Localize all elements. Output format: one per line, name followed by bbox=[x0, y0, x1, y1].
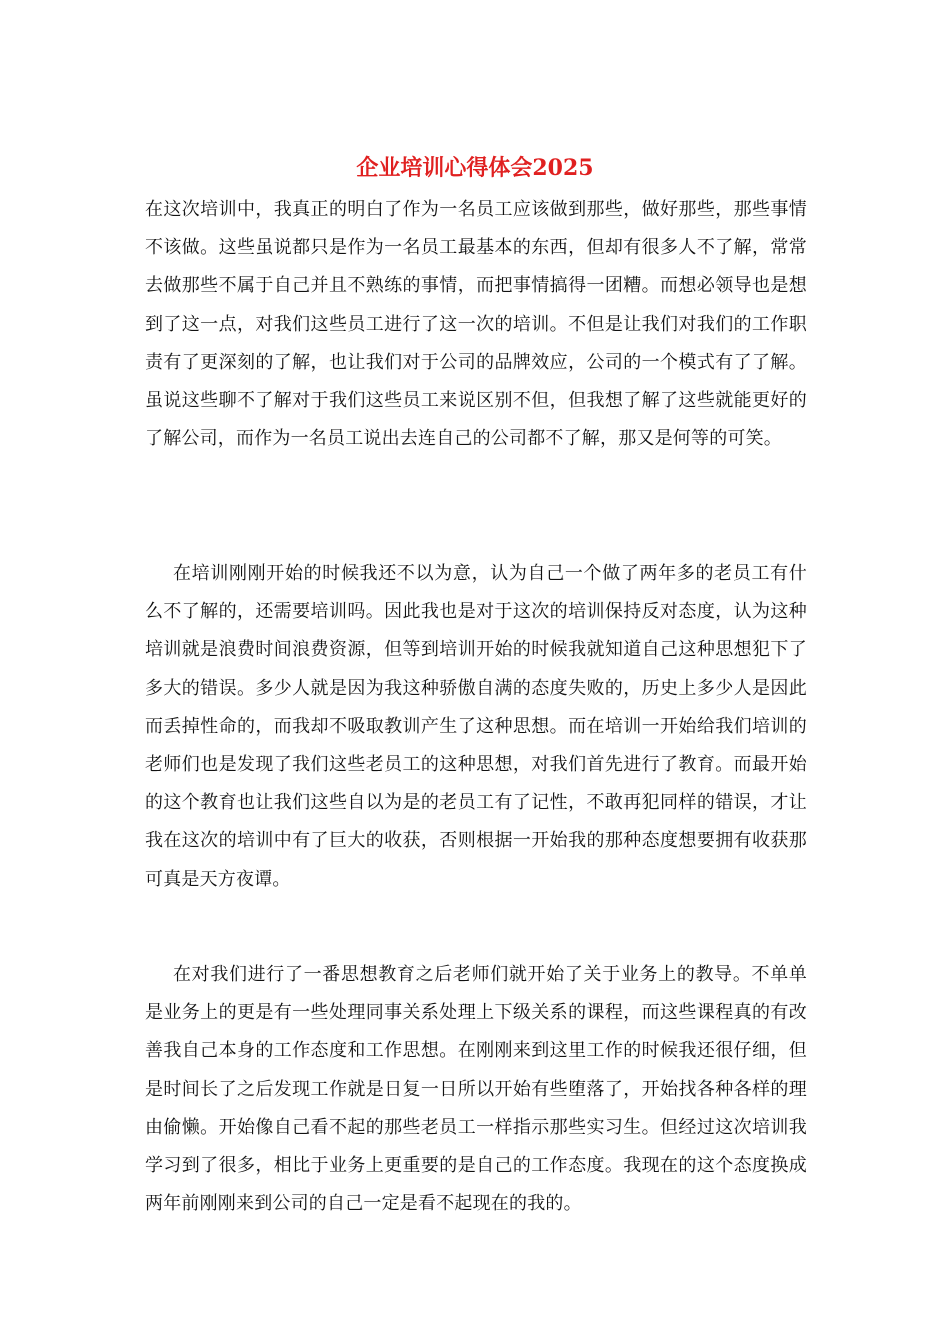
paragraph-1: 在这次培训中，我真正的明白了作为一名员工应该做到那些，做好那些，那些事情不该做。这些虽说都只是作为一名员工最基本的东西，但却有很多人不了解，常常去做那些不属于自己并且不熟练的事情，而把事情搞得一团糟。而想必领导也是想到了这一点，对我们这些员工进行了这一次的培训。不但是让我们对我们的工作职责有了更深刻的了解，也让我们对于公司的品牌效应，公司的一个模式有了了解。虽说这些聊不了解对于我们这些员工来说区别不但，但我想了解了这些就能更好的了解公司，而作为一名员工说出去连自己的公司都不了解，那又是何等的可笑。 bbox=[145, 199, 807, 450]
document-title: 企业培训心得体会2025 bbox=[356, 155, 594, 181]
paragraph-2: 在培训刚刚开始的时候我还不以为意，认为自己一个做了两年多的老员工有什么不了解的，还需要培训吗。因此我也是对于这次的培训保持反对态度，认为这种培训就是浪费时间浪费资源，但等到培训开始的时候我就知道自己这种思想犯下了多大的错误。多少人就是因为我这种骄傲自满的态度失败的，历史上多少人是因此而丢掉性命的，而我却不吸取教训产生了这种思想。而在培训一开始给我们培训的老师们也是发现了我们这些老员工的这种思想，对我们首先进行了教育。而最开始的这个教育也让我们这些自以为是的老员工有了记性，不敢再犯同样的错误，才让我在这次的培训中有了巨大的收获，否则根据一开始我的那种态度想要拥有收获那可真是天方夜谭。 bbox=[145, 563, 807, 890]
paragraph-3: 在对我们进行了一番思想教育之后老师们就开始了关于业务上的教导。不单单是业务上的更是有一些处理同事关系处理上下级关系的课程，而这些课程真的有改善我自己本身的工作态度和工作思想。在刚刚来到这里工作的时候我还很仔细，但是时间长了之后发现工作就是日复一日所以开始有些堕落了，开始找各种各样的理由偷懒。开始像自己看不起的那些老员工一样指示那些实习生。但经过这次培训我学习到了很多，相比于业务上更重要的是自己的工作态度。我现在的这个态度换成两年前刚刚来到公司的自己一定是看不起现在的我的。 bbox=[145, 964, 807, 1215]
